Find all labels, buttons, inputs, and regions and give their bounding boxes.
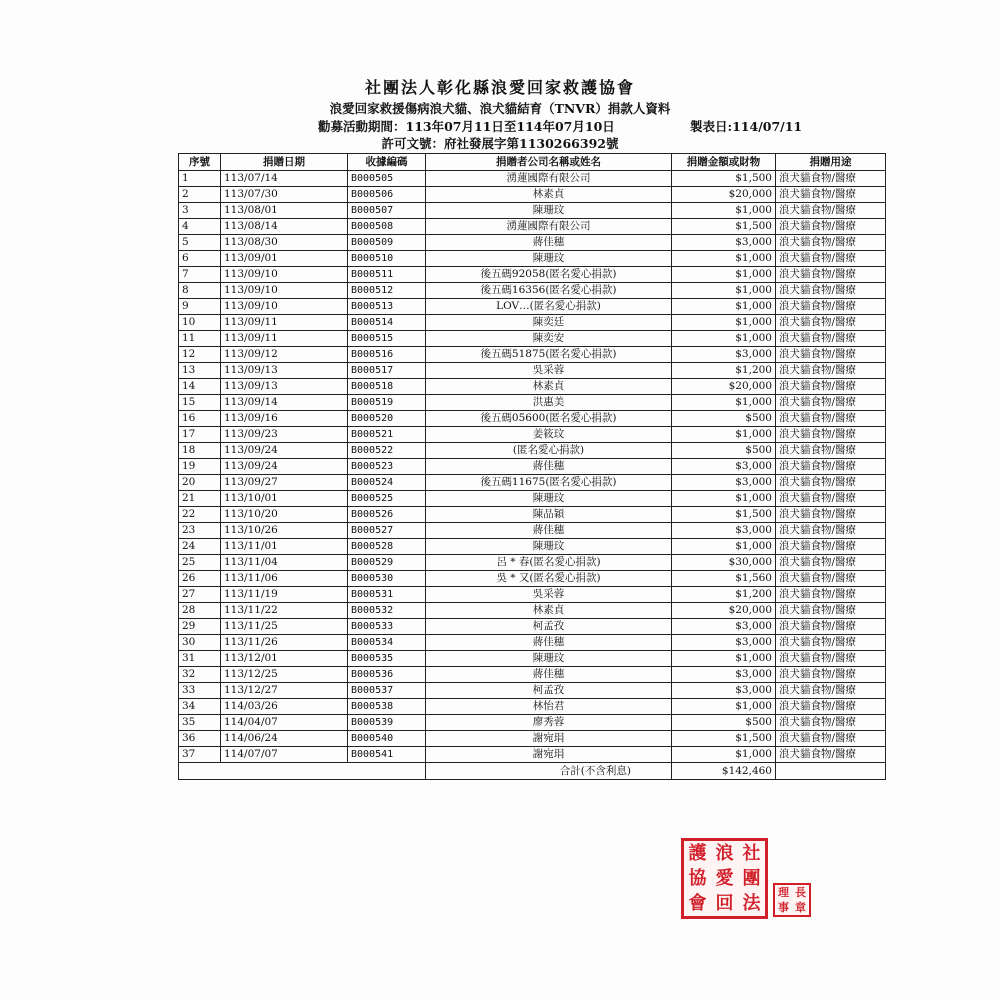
donation-amount: $1,000 <box>672 395 776 411</box>
made-date: 製表日:114/07/11 <box>690 119 803 134</box>
donation-amount: $1,000 <box>672 699 776 715</box>
column-header: 序號 <box>179 154 221 171</box>
donation-purpose: 浪犬貓食物/醫療 <box>776 507 886 523</box>
receipt-code: B000506 <box>348 187 426 203</box>
donation-purpose: 浪犬貓食物/醫療 <box>776 603 886 619</box>
table-row <box>179 731 886 747</box>
donation-date: 113/09/24 <box>221 443 348 459</box>
receipt-code: B000515 <box>348 331 426 347</box>
donation-purpose: 浪犬貓食物/醫療 <box>776 331 886 347</box>
donation-amount: $1,500 <box>672 219 776 235</box>
table-row <box>179 171 886 187</box>
donation-date: 114/04/07 <box>221 715 348 731</box>
donation-amount: $1,000 <box>672 331 776 347</box>
receipt-code: B000529 <box>348 555 426 571</box>
receipt-code: B000539 <box>348 715 426 731</box>
donor-name: (匿名愛心捐款) <box>426 443 672 459</box>
table-row <box>179 715 886 731</box>
row-number: 33 <box>179 683 221 699</box>
donation-purpose: 浪犬貓食物/醫療 <box>776 587 886 603</box>
donor-name: 陳珊玟 <box>426 203 672 219</box>
seal-glyph: 社 <box>742 843 761 864</box>
donation-date: 113/09/13 <box>221 379 348 395</box>
table-row <box>179 571 886 587</box>
donation-amount: $1,000 <box>672 539 776 555</box>
donation-amount: $3,000 <box>672 523 776 539</box>
donation-amount: $1,000 <box>672 315 776 331</box>
table-row <box>179 619 886 635</box>
permit-number: 許可文號：府社發展字第1130266392號 <box>381 136 619 151</box>
table-row <box>179 267 886 283</box>
donor-name: 蔣佳穗 <box>426 459 672 475</box>
donation-amount: $3,000 <box>672 635 776 651</box>
donation-amount: $1,200 <box>672 363 776 379</box>
row-number: 32 <box>179 667 221 683</box>
donation-date: 113/11/06 <box>221 571 348 587</box>
table-row <box>179 187 886 203</box>
donation-amount: $30,000 <box>672 555 776 571</box>
donation-amount: $3,000 <box>672 619 776 635</box>
donation-date: 113/09/10 <box>221 267 348 283</box>
donation-date: 113/11/26 <box>221 635 348 651</box>
donation-amount: $1,000 <box>672 747 776 763</box>
donation-purpose: 浪犬貓食物/醫療 <box>776 251 886 267</box>
receipt-code: B000528 <box>348 539 426 555</box>
donation-amount: $1,000 <box>672 299 776 315</box>
donor-name: 陳珊玟 <box>426 539 672 555</box>
donor-name: 蔣佳穗 <box>426 635 672 651</box>
donor-name: 柯孟孜 <box>426 683 672 699</box>
donor-name: 後五碼92058(匿名愛心捐款) <box>426 267 672 283</box>
table-row <box>179 363 886 379</box>
table-row <box>179 235 886 251</box>
donation-amount: $1,500 <box>672 171 776 187</box>
receipt-code: B000537 <box>348 683 426 699</box>
row-number: 4 <box>179 219 221 235</box>
donation-amount: $20,000 <box>672 187 776 203</box>
donation-date: 113/09/27 <box>221 475 348 491</box>
donor-name: 林素貞 <box>426 187 672 203</box>
donation-date: 113/07/30 <box>221 187 348 203</box>
donation-date: 113/09/10 <box>221 299 348 315</box>
donation-date: 113/12/27 <box>221 683 348 699</box>
donation-date: 113/12/25 <box>221 667 348 683</box>
donor-name: 呂 * 春(匿名愛心捐款) <box>426 555 672 571</box>
donation-date: 113/11/01 <box>221 539 348 555</box>
donation-purpose: 浪犬貓食物/醫療 <box>776 731 886 747</box>
column-header: 捐贈金額或財物 <box>672 154 776 171</box>
row-number: 20 <box>179 475 221 491</box>
table-row <box>179 219 886 235</box>
donation-date: 114/06/24 <box>221 731 348 747</box>
donor-name: 吳采蓉 <box>426 363 672 379</box>
seal-glyph: 回 <box>715 893 734 914</box>
donor-name: 柯孟孜 <box>426 619 672 635</box>
donor-name: 蔣佳穗 <box>426 523 672 539</box>
table-row <box>179 523 886 539</box>
row-number: 3 <box>179 203 221 219</box>
donation-amount: $1,560 <box>672 571 776 587</box>
donor-name: 謝宛琄 <box>426 747 672 763</box>
donor-name: 吳采蓉 <box>426 587 672 603</box>
donor-name: 廖秀蓉 <box>426 715 672 731</box>
receipt-code: B000533 <box>348 619 426 635</box>
donor-name: 謝宛琄 <box>426 731 672 747</box>
table-row <box>179 411 886 427</box>
table-row <box>179 379 886 395</box>
donation-date: 113/07/14 <box>221 171 348 187</box>
donation-date: 113/09/14 <box>221 395 348 411</box>
table-row <box>179 203 886 219</box>
row-number: 9 <box>179 299 221 315</box>
donation-amount: $3,000 <box>672 235 776 251</box>
row-number: 16 <box>179 411 221 427</box>
receipt-code: B000538 <box>348 699 426 715</box>
donation-date: 113/10/01 <box>221 491 348 507</box>
table-row <box>179 667 886 683</box>
row-number: 14 <box>179 379 221 395</box>
donation-date: 114/03/26 <box>221 699 348 715</box>
receipt-code: B000517 <box>348 363 426 379</box>
receipt-code: B000524 <box>348 475 426 491</box>
donation-date: 113/09/11 <box>221 315 348 331</box>
table-row <box>179 395 886 411</box>
table-row <box>179 555 886 571</box>
donation-date: 113/11/22 <box>221 603 348 619</box>
row-number: 37 <box>179 747 221 763</box>
donor-name: 蔣佳穗 <box>426 667 672 683</box>
donation-purpose: 浪犬貓食物/醫療 <box>776 427 886 443</box>
receipt-code: B000521 <box>348 427 426 443</box>
row-number: 15 <box>179 395 221 411</box>
row-number: 26 <box>179 571 221 587</box>
donation-purpose: 浪犬貓食物/醫療 <box>776 619 886 635</box>
table-row <box>179 315 886 331</box>
donation-date: 113/09/12 <box>221 347 348 363</box>
chairman-seal <box>773 883 811 917</box>
seal-glyph: 法 <box>742 893 761 914</box>
table-row <box>179 603 886 619</box>
row-number: 6 <box>179 251 221 267</box>
donation-purpose: 浪犬貓食物/醫療 <box>776 635 886 651</box>
column-header: 捐贈者公司名稱或姓名 <box>426 154 672 171</box>
donation-purpose: 浪犬貓食物/醫療 <box>776 491 886 507</box>
donation-date: 113/09/13 <box>221 363 348 379</box>
donor-name: 陳奕廷 <box>426 315 672 331</box>
donation-amount: $1,000 <box>672 203 776 219</box>
donor-name: 陳珊玟 <box>426 651 672 667</box>
table-row <box>179 299 886 315</box>
total-amount: $142,460 <box>672 763 776 780</box>
donor-name: 後五碼05600(匿名愛心捐款) <box>426 411 672 427</box>
donor-name: 湧蓮國際有限公司 <box>426 219 672 235</box>
donation-purpose: 浪犬貓食物/醫療 <box>776 187 886 203</box>
column-header: 收據編碼 <box>348 154 426 171</box>
donation-amount: $1,500 <box>672 507 776 523</box>
donation-date: 113/09/16 <box>221 411 348 427</box>
receipt-code: B000536 <box>348 667 426 683</box>
donation-purpose: 浪犬貓食物/醫療 <box>776 443 886 459</box>
donation-amount: $3,000 <box>672 667 776 683</box>
receipt-code: B000516 <box>348 347 426 363</box>
row-number: 1 <box>179 171 221 187</box>
seal-glyph: 護 <box>688 843 707 864</box>
table-row <box>179 251 886 267</box>
donation-date: 113/10/20 <box>221 507 348 523</box>
table-row <box>179 539 886 555</box>
donation-date: 113/09/01 <box>221 251 348 267</box>
organization-title: 社團法人彰化縣浪愛回家救護協會 <box>364 78 635 97</box>
receipt-code: B000532 <box>348 603 426 619</box>
row-number: 36 <box>179 731 221 747</box>
receipt-code: B000519 <box>348 395 426 411</box>
row-number: 5 <box>179 235 221 251</box>
donor-name: 後五碼16356(匿名愛心捐款) <box>426 283 672 299</box>
row-number: 19 <box>179 459 221 475</box>
donation-amount: $3,000 <box>672 683 776 699</box>
donation-purpose: 浪犬貓食物/醫療 <box>776 315 886 331</box>
donation-purpose: 浪犬貓食物/醫療 <box>776 411 886 427</box>
donation-date: 114/07/07 <box>221 747 348 763</box>
donor-name: 吳 * 又(匿名愛心捐款) <box>426 571 672 587</box>
receipt-code: B000527 <box>348 523 426 539</box>
row-number: 23 <box>179 523 221 539</box>
table-row <box>179 347 886 363</box>
table-row <box>179 443 886 459</box>
row-number: 12 <box>179 347 221 363</box>
association-seal <box>681 838 768 919</box>
donor-name: 林素貞 <box>426 379 672 395</box>
donation-amount: $3,000 <box>672 475 776 491</box>
donation-purpose: 浪犬貓食物/醫療 <box>776 475 886 491</box>
donation-amount: $1,000 <box>672 251 776 267</box>
row-number: 34 <box>179 699 221 715</box>
donation-purpose: 浪犬貓食物/醫療 <box>776 651 886 667</box>
seal-glyph: 章 <box>795 901 806 914</box>
table-row <box>179 587 886 603</box>
donation-purpose: 浪犬貓食物/醫療 <box>776 555 886 571</box>
row-number: 2 <box>179 187 221 203</box>
donation-amount: $500 <box>672 715 776 731</box>
donation-amount: $3,000 <box>672 347 776 363</box>
seal-glyph: 長 <box>795 886 806 899</box>
receipt-code: B000509 <box>348 235 426 251</box>
donation-amount: $20,000 <box>672 379 776 395</box>
donation-amount: $1,000 <box>672 491 776 507</box>
row-number: 24 <box>179 539 221 555</box>
table-body <box>179 171 886 763</box>
receipt-code: B000534 <box>348 635 426 651</box>
donation-amount: $1,000 <box>672 283 776 299</box>
receipt-code: B000523 <box>348 459 426 475</box>
receipt-code: B000530 <box>348 571 426 587</box>
donation-amount: $3,000 <box>672 459 776 475</box>
fundraising-period: 勸募活動期間：113年07月11日至114年07月10日 <box>318 119 615 134</box>
column-header: 捐贈日期 <box>221 154 348 171</box>
seal-glyph: 團 <box>742 868 761 889</box>
receipt-code: B000510 <box>348 251 426 267</box>
donation-purpose: 浪犬貓食物/醫療 <box>776 523 886 539</box>
donation-purpose: 浪犬貓食物/醫療 <box>776 715 886 731</box>
donation-date: 113/09/11 <box>221 331 348 347</box>
donation-amount: $500 <box>672 443 776 459</box>
table-row <box>179 283 886 299</box>
donation-purpose: 浪犬貓食物/醫療 <box>776 235 886 251</box>
table-row <box>179 507 886 523</box>
donation-date: 113/09/23 <box>221 427 348 443</box>
receipt-code: B000535 <box>348 651 426 667</box>
donor-table <box>178 153 886 780</box>
table-row <box>179 635 886 651</box>
row-number: 31 <box>179 651 221 667</box>
donor-name: 湧蓮國際有限公司 <box>426 171 672 187</box>
donation-purpose: 浪犬貓食物/醫療 <box>776 299 886 315</box>
row-number: 10 <box>179 315 221 331</box>
table-row <box>179 331 886 347</box>
row-number: 35 <box>179 715 221 731</box>
row-number: 21 <box>179 491 221 507</box>
row-number: 25 <box>179 555 221 571</box>
donation-date: 113/08/30 <box>221 235 348 251</box>
seal-glyph: 愛 <box>715 868 734 889</box>
donor-name: 陳珊玟 <box>426 491 672 507</box>
row-number: 30 <box>179 635 221 651</box>
donation-purpose: 浪犬貓食物/醫療 <box>776 283 886 299</box>
donation-purpose: 浪犬貓食物/醫療 <box>776 267 886 283</box>
donation-amount: $500 <box>672 411 776 427</box>
total-row <box>179 763 886 780</box>
donation-purpose: 浪犬貓食物/醫療 <box>776 459 886 475</box>
donation-date: 113/10/26 <box>221 523 348 539</box>
donor-name: 後五碼11675(匿名愛心捐款) <box>426 475 672 491</box>
column-header: 捐贈用途 <box>776 154 886 171</box>
table-row <box>179 683 886 699</box>
receipt-code: B000505 <box>348 171 426 187</box>
donation-purpose: 浪犬貓食物/醫療 <box>776 699 886 715</box>
donation-purpose: 浪犬貓食物/醫療 <box>776 379 886 395</box>
donation-amount: $1,000 <box>672 427 776 443</box>
donation-purpose: 浪犬貓食物/醫療 <box>776 171 886 187</box>
row-number: 18 <box>179 443 221 459</box>
receipt-code: B000540 <box>348 731 426 747</box>
donor-name: 林素貞 <box>426 603 672 619</box>
receipt-code: B000522 <box>348 443 426 459</box>
row-number: 11 <box>179 331 221 347</box>
donation-purpose: 浪犬貓食物/醫療 <box>776 571 886 587</box>
table-header-row <box>179 154 886 171</box>
table-row <box>179 475 886 491</box>
donation-amount: $1,000 <box>672 267 776 283</box>
row-number: 28 <box>179 603 221 619</box>
donor-name: 陳奕安 <box>426 331 672 347</box>
total-blank <box>179 763 426 780</box>
donation-date: 113/12/01 <box>221 651 348 667</box>
donor-name: 陳珊玟 <box>426 251 672 267</box>
receipt-code: B000513 <box>348 299 426 315</box>
donation-date: 113/09/24 <box>221 459 348 475</box>
table-row <box>179 459 886 475</box>
document-subtitle: 浪愛回家救援傷病浪犬貓、浪犬貓結育（TNVR）捐款人資料 <box>329 101 671 116</box>
seal-glyph: 協 <box>688 868 707 889</box>
table-row <box>179 491 886 507</box>
donation-amount: $1,000 <box>672 651 776 667</box>
donation-amount: $20,000 <box>672 603 776 619</box>
total-label: 合計(不含利息) <box>426 763 672 780</box>
row-number: 17 <box>179 427 221 443</box>
receipt-code: B000531 <box>348 587 426 603</box>
seal-glyph: 理 <box>778 886 789 899</box>
donor-name: LOV…(匿名愛心捐款) <box>426 299 672 315</box>
donation-purpose: 浪犬貓食物/醫療 <box>776 203 886 219</box>
donation-date: 113/11/25 <box>221 619 348 635</box>
table-row <box>179 651 886 667</box>
donation-date: 113/11/04 <box>221 555 348 571</box>
donation-purpose: 浪犬貓食物/醫療 <box>776 363 886 379</box>
receipt-code: B000518 <box>348 379 426 395</box>
row-number: 8 <box>179 283 221 299</box>
donor-name: 陳品穎 <box>426 507 672 523</box>
row-number: 13 <box>179 363 221 379</box>
receipt-code: B000514 <box>348 315 426 331</box>
donor-name: 洪惠美 <box>426 395 672 411</box>
donation-date: 113/08/01 <box>221 203 348 219</box>
donation-date: 113/08/14 <box>221 219 348 235</box>
donor-name: 林怡君 <box>426 699 672 715</box>
donation-amount: $1,200 <box>672 587 776 603</box>
receipt-code: B000512 <box>348 283 426 299</box>
donation-purpose: 浪犬貓食物/醫療 <box>776 683 886 699</box>
donation-date: 113/09/10 <box>221 283 348 299</box>
donation-amount: $1,500 <box>672 731 776 747</box>
receipt-code: B000511 <box>348 267 426 283</box>
row-number: 7 <box>179 267 221 283</box>
donor-name: 蔣佳穗 <box>426 235 672 251</box>
receipt-code: B000507 <box>348 203 426 219</box>
total-empty <box>776 763 886 780</box>
donation-purpose: 浪犬貓食物/醫療 <box>776 747 886 763</box>
donation-purpose: 浪犬貓食物/醫療 <box>776 219 886 235</box>
donation-date: 113/11/19 <box>221 587 348 603</box>
seal-glyph: 會 <box>688 893 707 914</box>
donation-purpose: 浪犬貓食物/醫療 <box>776 395 886 411</box>
donation-purpose: 浪犬貓食物/醫療 <box>776 347 886 363</box>
receipt-code: B000541 <box>348 747 426 763</box>
table-row <box>179 427 886 443</box>
row-number: 29 <box>179 619 221 635</box>
row-number: 22 <box>179 507 221 523</box>
seal-glyph: 浪 <box>715 843 734 864</box>
donation-purpose: 浪犬貓食物/醫療 <box>776 667 886 683</box>
receipt-code: B000526 <box>348 507 426 523</box>
row-number: 27 <box>179 587 221 603</box>
table-row <box>179 747 886 763</box>
donation-purpose: 浪犬貓食物/醫療 <box>776 539 886 555</box>
receipt-code: B000520 <box>348 411 426 427</box>
receipt-code: B000508 <box>348 219 426 235</box>
seal-glyph: 事 <box>778 901 789 914</box>
donor-name: 姜筱玟 <box>426 427 672 443</box>
table-row <box>179 699 886 715</box>
receipt-code: B000525 <box>348 491 426 507</box>
donor-name: 後五碼51875(匿名愛心捐款) <box>426 347 672 363</box>
